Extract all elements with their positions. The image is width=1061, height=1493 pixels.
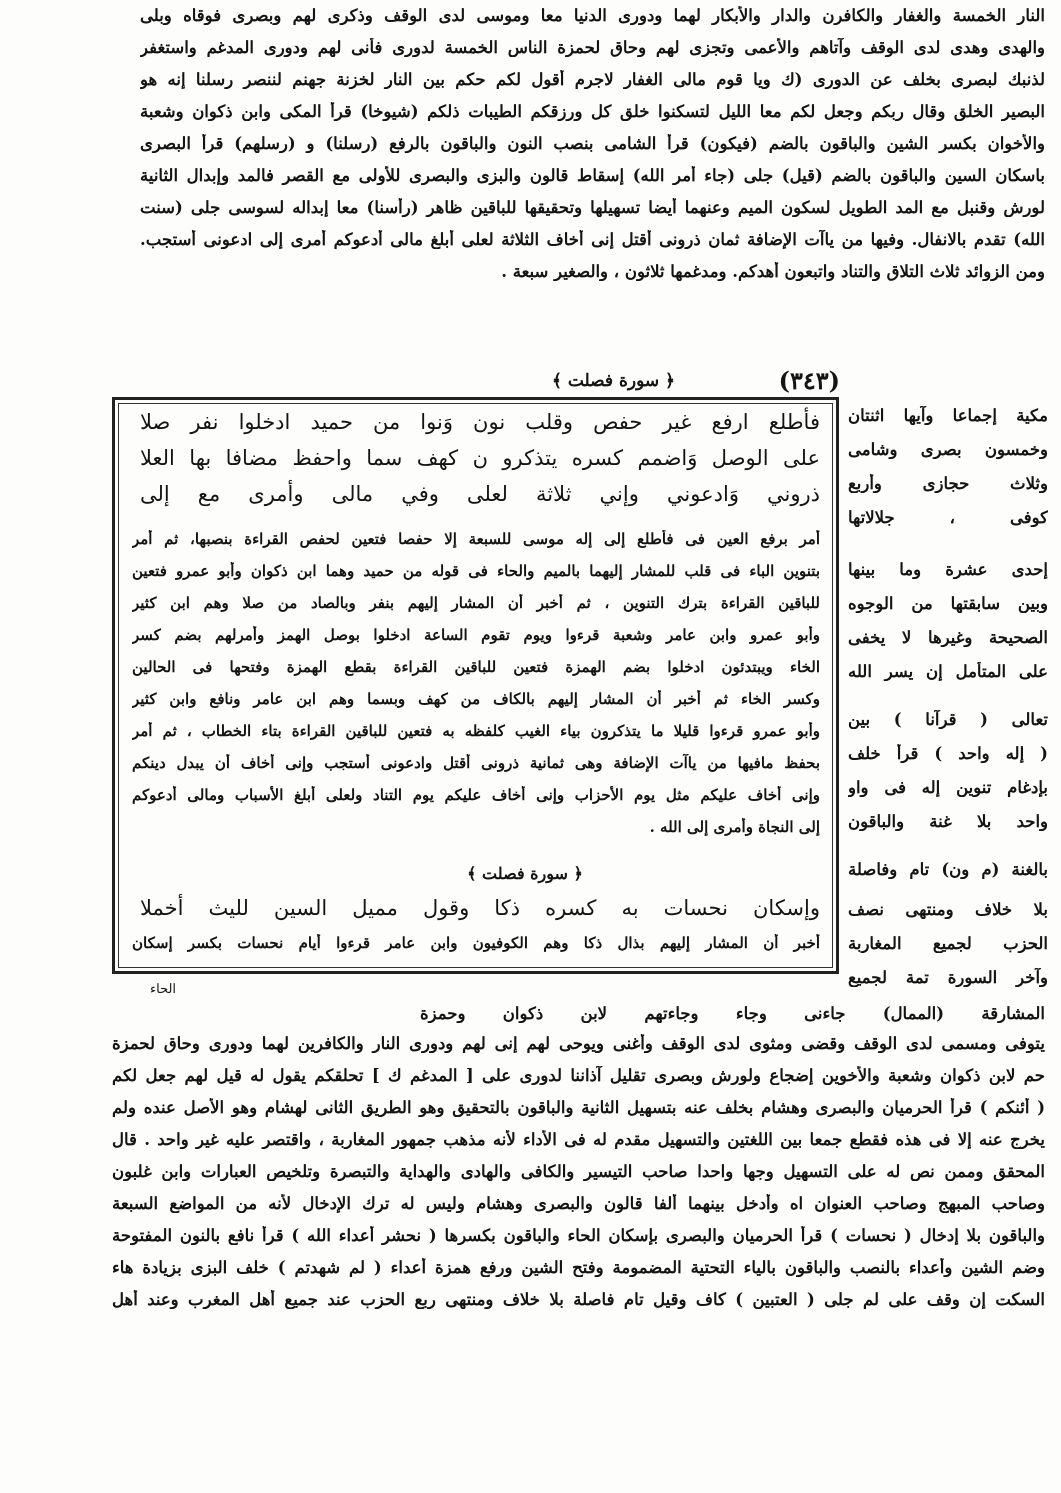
- top-text-line: باسكان السين والباقون بالضم (قيل) جلى (جاء أمر الله) إسقاط قالون والبزى والبصرى للأولى مع القصر فالمد وإبدال الثانية: [140, 166, 1045, 185]
- side-column-line: بالغنة (م ون) تام وفاصلة: [848, 860, 1048, 879]
- side-column-line: مكية إجماعا وآيها اثنتان: [848, 406, 1048, 425]
- bottom-text-line: يخرج عنه إلا فى هذه فقطع جمعا بين اللغتين والتسهيل مقدم له فى الأداء لأنه مذهب جمهور المغاربة ، واقتصر عليه غير واحد . قال: [112, 1130, 1045, 1149]
- commentary-line: إلى النجاة وأمرى إلى الله .: [649, 818, 820, 836]
- top-text-line: لذنبك لبصرى بخلف عن الدورى (ك ويا قوم مالى الغفار لاجرم أقول لكم حكم بين النار لخزنة جهنم لننصر رسلنا إنه هو: [140, 70, 1045, 89]
- side-column-line: بلا خلاف ومنتهى نصف: [848, 900, 1048, 919]
- bottom-text-line: المحقق وممن نص له على التسهيل وجها واحدا صاحب التيسير والكافى والهادى والهداية والتبصرة وتلخيص العبارات وابن غلبون: [112, 1162, 1045, 1181]
- top-text-line: النار الخمسة والغفار والكافرن والدار والأبكار لهما ودورى الدنيا معا وموسى لدى الوقف وذكرى لهم وبصرى فوقاه وبلى: [140, 6, 1045, 25]
- bottom-text-line: وصاحب المبهج وصاحب العنوان اه وأدخل بينهما ألفا قالون والبصرى وهشام وليس له ترك الإدخال لأنه من المواضع السبعة: [112, 1194, 1045, 1213]
- page-header: [310, 366, 840, 398]
- inner-explanation-line: أخبر أن المشار إليهم بذال ذكا وهم الكوفيون وابن عامر قرءوا أيام نحسات بكسر إسكان: [132, 934, 820, 952]
- top-text-line: البصير الخلق وقال ربكم وجعل لكم معا الليل لتسكنوا خلق كل ورزقكم الطيبات ذلكم (شيوخا) قرأ المكى وابن ذكوان وشعبة: [140, 102, 1045, 121]
- margin-note: الحاء: [150, 982, 177, 997]
- verse-line: ذروني وَادعوني وإني ثلاثة لعلى وفي مالى وأمرى مع إلى: [140, 482, 820, 506]
- side-column-line: وخمسون بصرى وشامى: [848, 440, 1048, 459]
- side-column-line: المشارقة (الممال) جاءنى وجاء وجاءتهم لابن ذكوان وحمزة: [420, 1004, 1045, 1023]
- top-text-line: الله) تقدم بالانفال. وفيها من ياآت الإضافة ثمان ذرونى أقتل إنى أخاف الثلاثة لعلى أبلغ مالى أدعوكم أمرى إلى ادعونى أستجب.: [140, 230, 1045, 249]
- verse-line: فأطلع ارفع غير حفص وقلب نون وَنوا من حميد ادخلوا نفر صلا: [140, 410, 820, 434]
- surah-title: ﴿ سورة فصلت ﴾: [551, 371, 675, 391]
- side-column-line: وثلاث حجازى وأربع: [848, 474, 1048, 493]
- side-column-line: بإدغام تنوين إله فى واو: [848, 778, 1048, 797]
- bottom-text-line: وضم الشين وأعداء بالنصب والباقون بالياء التحتية المضمومة وفتح الشين ورفع همزة أعداء ( لم شهدتم ) خلف البزى بزيادة هاء: [112, 1258, 1045, 1277]
- bottom-text-line: السكت إن وقف على لم جلى ( العتبين ) كاف وقيل تام فاصلة بلا خلاف ومنتهى ربع الحزب عند جميع أهل المغرب وعند أهل: [112, 1290, 1045, 1309]
- side-column-line: تعالى ( قرآنا ) بين: [848, 710, 1048, 729]
- side-column-line: وآخر السورة تمة لجميع: [848, 968, 1048, 987]
- side-column-line: الحزب لجميع المغاربة: [848, 934, 1048, 953]
- bottom-text-line: حم لابن ذكوان وشعبة والأخوين إضجاع ولورش وبصرى تقليل آذاننا لدورى على [ المدغم ك ] تحلقكم يقول له قيل لهم جعل لكم: [112, 1066, 1045, 1085]
- commentary-line: أمر برفع العين فى فأطلع إلى إله موسى للسبعة إلا حفصا فتعين لحفص القراءة بنصبها، ثم أمر: [132, 530, 820, 548]
- verse-line: على الوصل وَاضمم كسره يتذكرو ن كهف سما واحفظ مضافا بها العلا: [140, 446, 820, 470]
- top-text-line: والأخوان بكسر الشين والباقون بالضم (فيكون) قرأ الشامى بنصب النون والباقون بالرفع (رسلنا) و (رسلهم) قرأ البصرى: [140, 134, 1045, 153]
- top-text-line: والهدى وهدى لدى الوقف وآتاهم والأعمى وتجزى لهم وحاق لحمزة الناس الخمسة لدورى فأنى لهم ودورى المدغم واستغفر: [140, 38, 1045, 57]
- commentary-line: للباقين القراءة بترك التنوين ، ثم أخبر أن المشار إليهم بنفر وبالصاد من صلا وهم ابن كثير: [132, 594, 820, 612]
- commentary-line: بتنوين الباء فى قلب للمشار إليهما بالميم والحاء فى قوله من حميد وهما ابن ذكوان وأبو عمرو فتعين: [132, 562, 820, 580]
- bottom-text-line: ( أئنكم ) قرأ الحرميان والبصرى وهشام بخلف عنه بتسهيل الثانية والباقون بالتحقيق وهو الطريق الثانى لهشام وهو الأصل عنده ولم: [112, 1098, 1045, 1117]
- commentary-line: وأبو عمرو قرءوا قليلا ما يتذكرون بياء الغيب كلفظه به فتعين للباقين القراءة بتاء الخطاب ، ثم أمر: [132, 722, 820, 740]
- commentary-line: الخاء ويبتدئون ادخلوا بضم الهمزة فتعين للباقين القراءة بقطع الهمزة وفتحها فى الحالين: [132, 658, 820, 676]
- commentary-line: وأبو عمرو وابن عامر وشعبة قرءوا ويوم تقوم الساعة ادخلوا بوصل الهمز وأمرلهم بضم كسر: [132, 626, 820, 644]
- side-column-line: الصحيحة وغيرها لا يخفى: [848, 628, 1048, 647]
- side-column-line: إحدى عشرة وما بينها: [848, 560, 1048, 579]
- commentary-line: وكسر الخاء ثم أخبر أن المشار إليهم بالكاف من كهف وبسما وهم ابن عامر ونافع وابن كثير: [132, 690, 820, 708]
- side-column-line: وبين سابقتها من الوجوه: [848, 594, 1048, 613]
- top-text-line: ومن الزوائد ثلاث التلاق والتناد واتبعون أهدكم. ومدغمها ثلاثون ، والصغير سبعة .: [501, 262, 1045, 281]
- side-column-line: على المتأمل إن يسر الله: [848, 662, 1048, 681]
- page-number: (٣٤٣): [778, 366, 840, 395]
- commentary-line: وإنى أخاف عليكم مثل يوم الأحزاب وإنى أخاف عليكم يوم التناد ولعلى أبلغ الأسباب ومالى أدعوكم: [132, 786, 820, 804]
- bottom-text-line: يتوفى ومسمى لدى الوقف وقضى ومثوى لدى الوقف وأغنى ويوحى لهم إنى لهم ودورى النار والكافرين لهما ودورى وحاق لحمزة: [112, 1034, 1045, 1053]
- commentary-line: بحفظ مافيها من ياآت الإضافة وهى ثمانية ذرونى أقتل وادعونى أستجب وإنى أخاف أن يبدل دينكم: [132, 754, 820, 772]
- side-column-line: كوفى ، جلالاتها: [848, 508, 1048, 527]
- inner-verse-line: وإسكان نحسات به كسره ذكا وقول مميل السين لليث أخملا: [140, 896, 820, 920]
- inner-surah-title: ﴿ سورة فصلت ﴾: [467, 864, 583, 883]
- side-column-line: واحد بلا غنة والباقون: [848, 812, 1048, 831]
- top-text-line: لورش وقنبل مع المد الطويل لسكون الميم وعنهما أيضا تسهيلها وتحقيقها للباقين ظاهر (رأسنا) معا إبداله لسوسى جلى (سنت: [140, 198, 1045, 217]
- bottom-text-line: والباقون بلا إدخال ( نحسات ) قرأ الحرميان والبصرى بإسكان الحاء والباقون بكسرها ( نحشر أعداء الله ) قرأ نافع بالنون المفتوحة: [112, 1226, 1045, 1245]
- side-column-line: ( إله واحد ) قرأ خلف: [848, 744, 1048, 763]
